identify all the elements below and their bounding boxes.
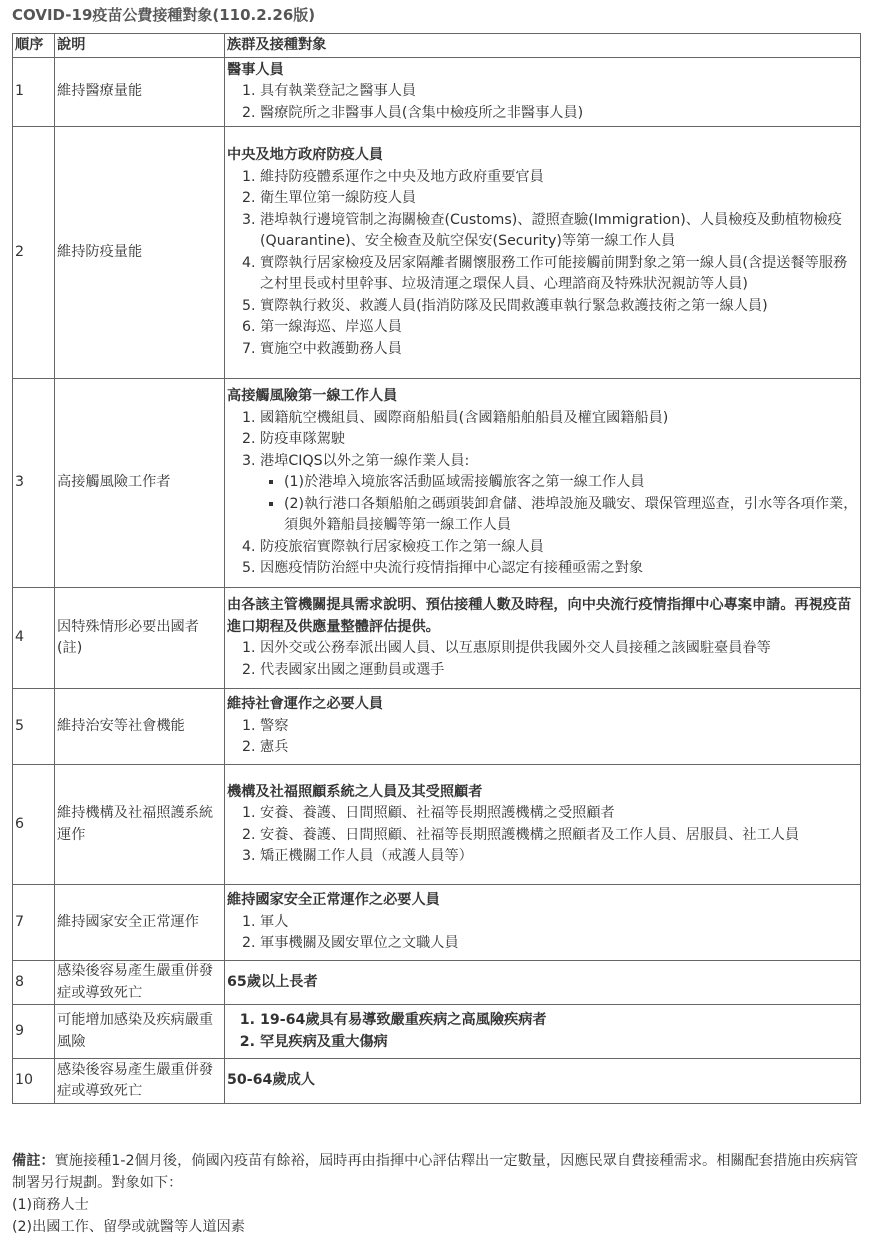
remarks-paragraph	[12, 1150, 862, 1194]
list-item: 1. 警察	[260, 716, 858, 738]
table-row	[13, 1005, 861, 1059]
row-targets	[225, 961, 861, 1005]
remarks-text: 實施接種1-2個月後，倘國內疫苗有餘裕，屆時再由指揮中心評估釋出一定數量，因應民眾自費接種需求。相關配套措施由疾病管制署另行規劃。對象如下：	[12, 1153, 859, 1191]
list-item: 5. 因應疫情防治經中央流行疫情指揮中心認定有接種亟需之對象	[260, 558, 858, 580]
list-item: 2. 防疫車隊駕駛	[260, 429, 858, 451]
list-item: 4. 實際執行居家檢疫及居家隔離者關懷服務工作可能接觸前開對象之第一線人員(含提送餐等服務之村里長或村里幹事、垃圾清運之環保人員、心理諮商及特殊狀況親訪等人員)	[260, 253, 858, 296]
target-list	[227, 638, 858, 681]
row-targets	[225, 765, 861, 885]
table-row	[13, 127, 861, 379]
sub-list	[260, 472, 858, 537]
table-row	[13, 689, 861, 765]
list-item: 2. 醫療院所之非醫事人員(含集中檢疫所之非醫事人員)	[260, 103, 858, 125]
row-number: 9	[13, 1005, 55, 1059]
category-heading: 中央及地方政府防疫人員	[227, 147, 384, 163]
table-header-row	[13, 34, 861, 58]
sub-list-item: ▪ (1)於港埠入境旅客活動區域需接觸旅客之第一線工作人員	[284, 472, 858, 494]
target-list	[227, 167, 858, 361]
category-heading: 50-64歲成人	[227, 1072, 315, 1089]
row-description: 感染後容易產生嚴重併發症或導致死亡	[55, 1059, 225, 1104]
row-description: 因特殊情形必要出國者(註)	[55, 588, 225, 689]
category-heading: 高接觸風險第一線工作人員	[227, 388, 398, 405]
list-item: 1. 具有執業登記之醫事人員	[260, 81, 858, 103]
list-item: 2. 衛生單位第一線防疫人員	[260, 188, 858, 210]
row-number: 8	[13, 961, 55, 1005]
row-description: 維持防疫量能	[55, 127, 225, 379]
row-targets	[225, 1059, 861, 1104]
target-list	[227, 1010, 858, 1053]
row-description: 高接觸風險工作者	[55, 379, 225, 588]
list-item: 1. 軍人	[260, 912, 858, 934]
table-row	[13, 961, 861, 1005]
category-heading: 維持國家安全正常運作之必要人員	[227, 892, 440, 909]
list-item: 1. 維持防疫體系運作之中央及地方政府重要官員	[260, 167, 858, 189]
list-item: 4. 防疫旅宿實際執行居家檢疫工作之第一線人員	[260, 537, 858, 559]
list-item: 2. 軍事機關及國安單位之文職人員	[260, 933, 858, 955]
row-number: 10	[13, 1059, 55, 1104]
row-targets	[225, 689, 861, 765]
table-row	[13, 765, 861, 885]
list-item: 2. 安養、養護、日間照顧、社福等長期照護機構之照顧者及工作人員、居服員、社工人員	[260, 825, 858, 847]
table-row	[13, 1059, 861, 1104]
row-targets	[225, 379, 861, 588]
remarks-label: 備註：	[12, 1153, 55, 1169]
page-title: COVID-19疫苗公費接種對象(110.2.26版)	[12, 6, 316, 24]
row-description: 維持國家安全正常運作	[55, 885, 225, 961]
row-targets	[225, 127, 861, 379]
list-item: 2. 憲兵	[260, 737, 858, 759]
row-number: 7	[13, 885, 55, 961]
row-description: 維持治安等社會機能	[55, 689, 225, 765]
remarks-section	[12, 1150, 862, 1238]
row-description: 維持機構及社福照護系統運作	[55, 765, 225, 885]
row-description: 維持醫療量能	[55, 58, 225, 127]
row-targets	[225, 588, 861, 689]
target-list	[227, 716, 858, 759]
table-row	[13, 379, 861, 588]
target-list	[227, 912, 858, 955]
row-targets	[225, 1005, 861, 1059]
remarks-line: (2)出國工作、留學或就醫等人道因素	[12, 1219, 245, 1235]
list-item: 1. 19-64歲具有易導致嚴重疾病之高風險疾病者	[260, 1010, 858, 1032]
row-targets	[225, 58, 861, 127]
list-item-text: 港埠CIQS以外之第一線作業人員:	[260, 452, 470, 469]
row-targets	[225, 885, 861, 961]
row-description: 可能增加感染及疾病嚴重風險	[55, 1005, 225, 1059]
list-item: 3. 港埠執行邊境管制之海關檢查(Customs)、證照查驗(Immigration)、人員檢疫及動植物檢疫(Quarantine)、安全檢查及航空保安(Security)等第一線工作人員	[260, 210, 858, 253]
table-row	[13, 885, 861, 961]
list-item: 2. 代表國家出國之運動員或選手	[260, 660, 858, 682]
list-item	[260, 451, 858, 537]
category-heading: 機構及社福照顧系統之人員及其受照顧者	[227, 783, 483, 800]
sub-list-item: ▪ (2)執行港口各類船舶之碼頭裝卸倉儲、港埠設施及職安、環保管理巡查，引水等各項作業，須與外籍船員接觸等第一線工作人員	[284, 494, 858, 537]
list-item: 7. 實施空中救護勤務人員	[260, 339, 858, 361]
row-number: 2	[13, 127, 55, 379]
list-item: 3. 矯正機關工作人員（戒護人員等）	[260, 846, 858, 868]
remarks-line: (1)商務人士	[12, 1197, 89, 1213]
category-heading: 由各該主管機關提具需求說明、預估接種人數及時程，向中央流行疫情指揮中心專案申請。再視疫苗進口期程及供應量整體評估提供。	[227, 597, 852, 635]
header-target-groups: 族群及接種對象	[225, 34, 861, 58]
row-description: 感染後容易產生嚴重併發症或導致死亡	[55, 961, 225, 1005]
row-number: 4	[13, 588, 55, 689]
row-number: 6	[13, 765, 55, 885]
header-description: 說明	[55, 34, 225, 58]
list-item: 6. 第一線海巡、岸巡人員	[260, 317, 858, 339]
target-list	[227, 803, 858, 868]
row-number: 5	[13, 689, 55, 765]
table-row	[13, 588, 861, 689]
list-item: 1. 國籍航空機組員、國際商船船員(含國籍船舶船員及權宜國籍船員)	[260, 408, 858, 430]
vaccine-priority-table	[12, 33, 861, 1104]
target-list	[227, 81, 858, 124]
table-row	[13, 58, 861, 127]
list-item: 1. 安養、養護、日間照顧、社福等長期照護機構之受照顧者	[260, 803, 858, 825]
list-item: 2. 罕見疾病及重大傷病	[260, 1032, 858, 1054]
category-heading: 65歲以上長者	[227, 973, 318, 990]
header-order: 順序	[13, 34, 55, 58]
list-item: 1. 因外交或公務奉派出國人員、以互惠原則提供我國外交人員接種之該國駐臺員眷等	[260, 638, 858, 660]
list-item: 5. 實際執行救災、救護人員(指消防隊及民間救護車執行緊急救護技術之第一線人員)	[260, 296, 858, 318]
row-number: 3	[13, 379, 55, 588]
category-heading: 維持社會運作之必要人員	[227, 696, 384, 713]
target-list	[227, 408, 858, 580]
row-number: 1	[13, 58, 55, 127]
category-heading: 醫事人員	[227, 61, 284, 78]
